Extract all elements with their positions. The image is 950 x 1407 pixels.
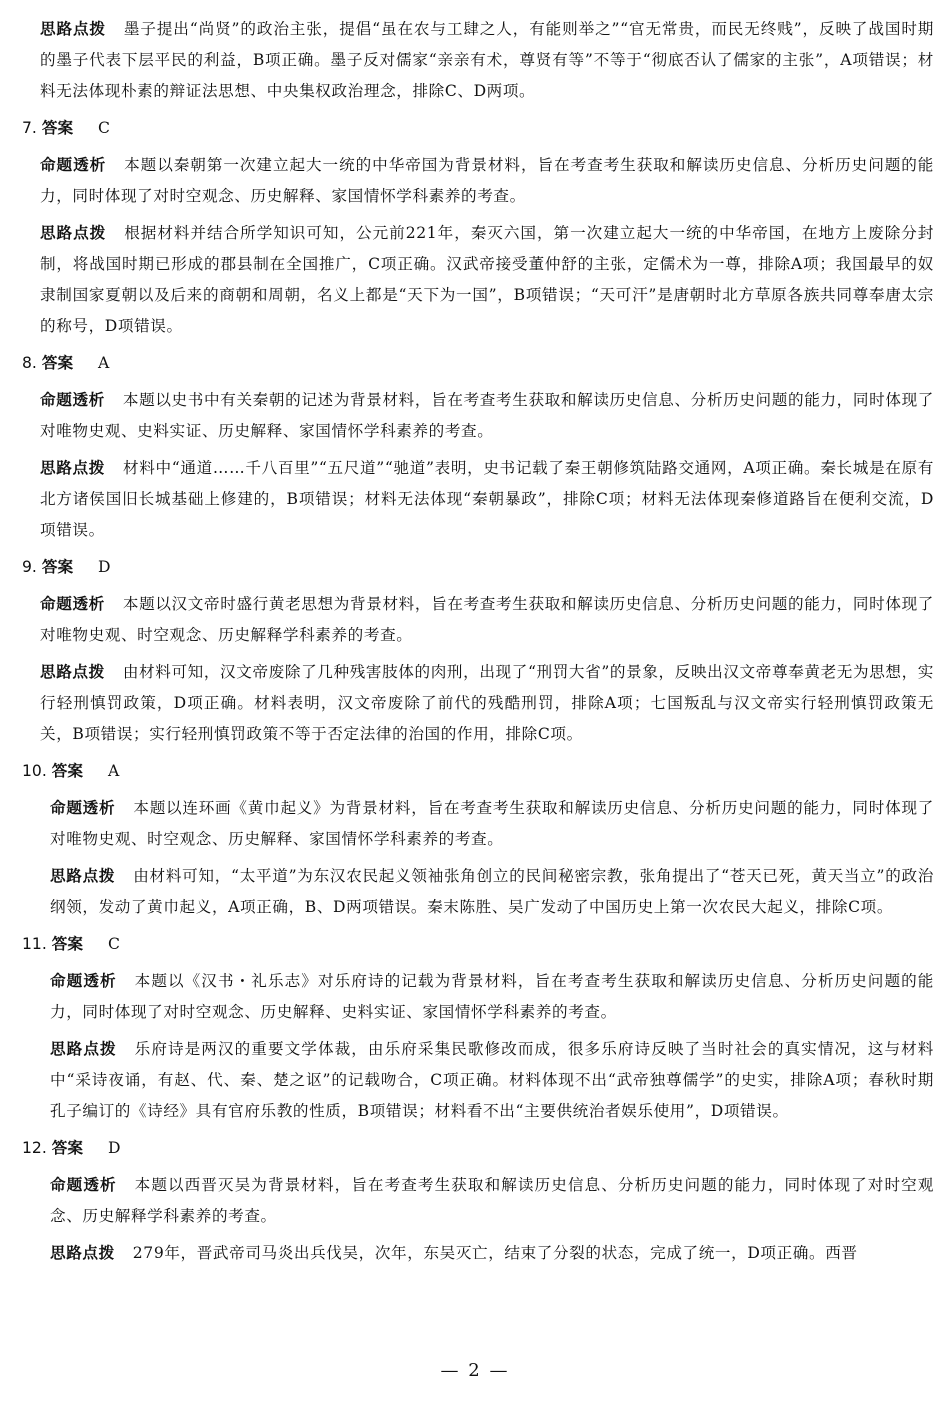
hint-paragraph xyxy=(22,1034,934,1127)
answer-value: D xyxy=(98,558,111,576)
hint-paragraph xyxy=(22,453,934,546)
analysis-paragraph xyxy=(22,793,934,855)
question-block-12 xyxy=(22,1133,934,1269)
answer-line xyxy=(22,348,934,379)
analysis-text: 本题以连环画《黄巾起义》为背景材料，旨在考查考生获取和解读历史信息、分析历史问题的能力，同时体现了对唯物史观、时空观念、历史解释、家国情怀学科素养的考查。 xyxy=(50,799,934,848)
hint-text: 279年，晋武帝司马炎出兵伐吴，次年，东吴灭亡，结束了分裂的状态，完成了统一，D项正确。西晋 xyxy=(132,1244,858,1262)
answer-label: 答案 xyxy=(41,119,74,137)
page-number: — 2 — xyxy=(440,1360,510,1381)
hint-paragraph xyxy=(22,1238,934,1269)
analysis-text: 本题以西晋灭吴为背景材料，旨在考查考生获取和解读历史信息、分析历史问题的能力，同时体现了对时空观念、历史解释学科素养的考查。 xyxy=(50,1176,934,1225)
hint-text: 墨子提出“尚贤”的政治主张，提倡“虽在农与工肆之人，有能则举之”“官无常贵，而民无终贱”，反映了战国时期的墨子代表下层平民的利益，B项正确。墨子反对儒家“亲亲有术，尊贤有等”不等于“彻底否认了儒家的主张”，A项错误；材料无法体现朴素的辩证法思想、中央集权政治理念，排除C、D两项。 xyxy=(40,20,934,100)
hint-text: 根据材料并结合所学知识可知，公元前221年，秦灭六国，第一次建立起大一统的中华帝国，在地方上废除分封制，将战国时期已形成的郡县制在全国推广，C项正确。汉武帝接受董仲舒的主张，定儒术为一尊，排除A项；我国最早的奴隶制国家夏朝以及后来的商朝和周朝，名义上都是“天下为一国”，B项错误；“天可汗”是唐朝时北方草原各族共同尊奉唐太宗的称号，D项错误。 xyxy=(40,224,934,335)
question-number: 7. xyxy=(22,119,37,137)
answer-label: 答案 xyxy=(41,558,74,576)
analysis-label: 命题透析 xyxy=(50,1176,117,1194)
hint-paragraph xyxy=(22,861,934,923)
answer-label: 答案 xyxy=(41,354,74,372)
question-number: 10. xyxy=(22,762,47,780)
intro-hint-paragraph xyxy=(22,14,934,107)
hint-label: 思路点拨 xyxy=(40,663,105,681)
hint-label: 思路点拨 xyxy=(50,1040,117,1058)
answer-line xyxy=(22,113,934,144)
answer-key-content xyxy=(22,14,934,1275)
analysis-text: 本题以秦朝第一次建立起大一统的中华帝国为背景材料，旨在考查考生获取和解读历史信息、分析历史问题的能力，同时体现了对时空观念、历史解释、家国情怀学科素养的考查。 xyxy=(40,156,934,205)
question-number: 9. xyxy=(22,558,37,576)
question-block-7 xyxy=(22,113,934,342)
question-block-8 xyxy=(22,348,934,546)
analysis-label: 命题透析 xyxy=(40,391,105,409)
answer-label: 答案 xyxy=(51,1139,83,1157)
hint-text: 由材料可知，“太平道”为东汉农民起义领袖张角创立的民间秘密宗教，张角提出了“苍天已死，黄天当立”的政治纲领，发动了黄巾起义，A项正确，B、D两项错误。秦末陈胜、吴广发动了中国历史上第一次农民大起义，排除C项。 xyxy=(50,867,934,916)
answer-value: D xyxy=(107,1139,121,1157)
hint-label: 思路点拨 xyxy=(50,1244,115,1262)
hint-label: 思路点拨 xyxy=(40,224,107,242)
answer-value: A xyxy=(107,762,120,780)
analysis-label: 命题透析 xyxy=(50,799,116,817)
hint-text: 材料中“通道……千八百里”“五尺道”“驰道”表明，史书记载了秦王朝修筑陆路交通网，A项正确。秦长城是在原有北方诸侯国旧长城基础上修建的，B项错误；材料无法体现“秦朝暴政”，排除C项；材料无法体现秦修道路旨在便利交流，D项错误。 xyxy=(40,459,934,539)
analysis-paragraph xyxy=(22,589,934,651)
hint-label: 思路点拨 xyxy=(50,867,116,885)
question-block-10 xyxy=(22,756,934,923)
answer-line xyxy=(22,552,934,583)
analysis-paragraph xyxy=(22,150,934,212)
analysis-text: 本题以汉文帝时盛行黄老思想为背景材料，旨在考查考生获取和解读历史信息、分析历史问题的能力，同时体现了对唯物史观、时空观念、历史解释学科素养的考查。 xyxy=(40,595,934,644)
answer-value: C xyxy=(98,119,110,137)
answer-line xyxy=(22,756,934,787)
hint-text: 由材料可知，汉文帝废除了几种残害肢体的肉刑，出现了“刑罚大省”的景象，反映出汉文帝尊奉黄老无为思想，实行轻刑慎罚政策，D项正确。材料表明，汉文帝废除了前代的残酷刑罚，排除A项；七国叛乱与汉文帝实行轻刑慎罚政策无关，B项错误；实行轻刑慎罚政策不等于否定法律的治国的作用，排除C项。 xyxy=(40,663,935,743)
analysis-label: 命题透析 xyxy=(40,595,105,613)
answer-label: 答案 xyxy=(51,935,83,953)
question-block-11 xyxy=(22,929,934,1127)
analysis-paragraph xyxy=(22,966,934,1028)
answer-line xyxy=(22,929,934,960)
analysis-label: 命题透析 xyxy=(50,972,117,990)
question-number: 12. xyxy=(22,1139,47,1157)
analysis-paragraph xyxy=(22,385,934,447)
analysis-text: 本题以《汉书・礼乐志》对乐府诗的记载为背景材料，旨在考查考生获取和解读历史信息、分析历史问题的能力，同时体现了对时空观念、历史解释、史料实证、家国情怀学科素养的考查。 xyxy=(50,972,934,1021)
answer-value: C xyxy=(107,935,120,953)
question-number: 11. xyxy=(22,935,47,953)
answer-line xyxy=(22,1133,934,1164)
question-block-9 xyxy=(22,552,934,750)
analysis-label: 命题透析 xyxy=(40,156,107,174)
hint-text: 乐府诗是两汉的重要文学体裁，由乐府采集民歌修改而成，很多乐府诗反映了当时社会的真实情况，这与材料中“采诗夜诵，有赵、代、秦、楚之讴”的记载吻合，C项正确。材料体现不出“武帝独尊儒学”的史实，排除A项；春秋时期孔子编订的《诗经》具有官府乐教的性质，B项错误；材料看不出“主要供统治者娱乐使用”，D项错误。 xyxy=(50,1040,934,1120)
answer-value: A xyxy=(98,354,110,372)
question-number: 8. xyxy=(22,354,37,372)
hint-label: 思路点拨 xyxy=(40,459,106,477)
analysis-paragraph xyxy=(22,1170,934,1232)
hint-paragraph xyxy=(22,657,934,750)
analysis-text: 本题以史书中有关秦朝的记述为背景材料，旨在考查考生获取和解读历史信息、分析历史问题的能力，同时体现了对唯物史观、史料实证、历史解释、家国情怀学科素养的考查。 xyxy=(40,391,934,440)
answer-label: 答案 xyxy=(51,762,83,780)
hint-label: 思路点拨 xyxy=(40,20,106,38)
hint-paragraph xyxy=(22,218,934,342)
